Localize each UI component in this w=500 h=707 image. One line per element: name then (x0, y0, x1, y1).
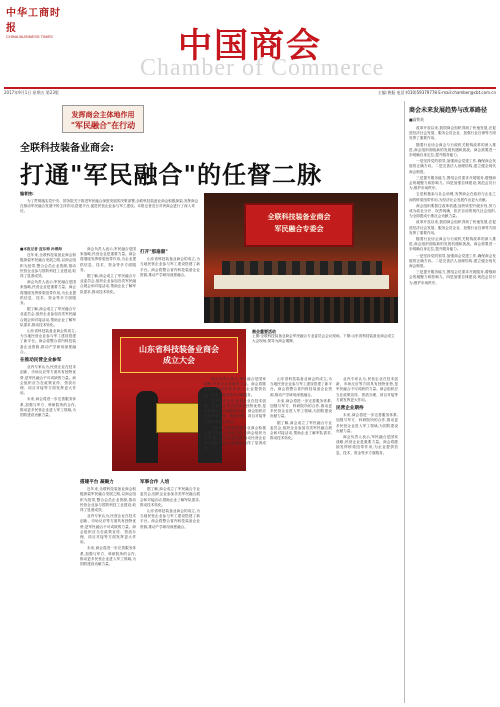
newspaper-name-en: CHINA BUSINESS TIMES (6, 34, 53, 39)
subhead: 搭建平台 凝聚力 (80, 480, 114, 485)
body-paragraph: 未来,商会将进一步完善服务体系,加强与军方、科研院所的合作,推动更多民营企业进入军工领域,为国防建设贡献力量。 (20, 397, 76, 418)
plaque (156, 403, 200, 433)
article-column-6 (204, 377, 266, 701)
board-line-2: 成立大会 (163, 356, 195, 365)
body-paragraph: 业内专家认为,民营企业在技术创新、市场反应等方面具有独特优势,是军民融合不可或缺的力量。商会组织应当在政策宣传、资质办理、项目对接等方面发挥更大作用。 (80, 514, 136, 545)
body-paragraph: 据了解,商会成立了军民融合专业委员会,组织企业参加各类军民融合展会和对接活动,帮助企业了解军队需求,推动技术转化。 (140, 487, 200, 507)
board-line-1: 山东省科技装备业商会 (139, 345, 219, 354)
lead-text: 为了贯彻落实党中央、国务院关于推进军民融合深度发展的决策部署,全联科技装备业商会积极探索,发挥商会在推动军民融合发展中的主体作用,搭建平台,促进民营企业参与军工建设。本报记者近日对该商会进行了深入采访。 (20, 199, 199, 214)
body-paragraph: 未来,商会将进一步完善服务体系,加强与军方、科研院所的合作,推动更多民营企业进入军工领域,为国防建设贡献力量。 (270, 398, 332, 419)
body-paragraph: 商会负责人表示,军民融合是国家战略,民营企业是重要力量。商会将继续发挥桥梁纽带作用,为企业提供信息、技术、资金等多方面服务。 (336, 435, 398, 455)
article-column-3 (140, 247, 200, 327)
sidebar-paragraph: 随着行业协会商会与行政机关脱钩改革的深入推进,商会组织面临新的发展机遇和挑战。商会需要进一步明确自身定位,提升服务能力。 (409, 142, 496, 158)
caption-text: 上图:全联科技装备业商会军民融合专业委员会会议现场。下图:山东省科技装备业商会成立大会现场,领导为商会揭牌。 (252, 334, 395, 343)
body-paragraph: 据了解,商会成立了军民融合专业委员会,组织企业参加各类军民融合展会和对接活动,帮助企业了解军队需求,推动技术转化。 (270, 420, 332, 441)
caption-title: 商会重要活动 (252, 329, 276, 334)
body-paragraph: 山东省科技装备业商会的成立,为当地民营企业参与军工建设搭建了新平台。商会将整合省内科技装备企业资源,推动产学研用深度融合。 (270, 377, 332, 397)
body-paragraph: 商会负责人表示,军民融合是国家战略,民营企业是重要力量。商会将继续发挥桥梁纽带作用,为企业提供信息、技术、资金等多方面服务。 (80, 247, 136, 272)
page-title (0, 26, 500, 81)
article-column-5 (140, 477, 200, 701)
sidebar-paragraph: 五是积极参与社会治理,发挥商会在政府与企业之间的桥梁纽带作用,为经济社会发展作出更大贡献。 (409, 192, 496, 202)
article-column-7 (270, 377, 332, 701)
issue-date: 2017年9月1日 星期五 第23版 (4, 90, 59, 95)
editor-contact: 主编:黄振 电话:(010)59379778 E-mail:chamber@cbt.com.cn (377, 90, 496, 95)
body-paragraph: 未来,商会将进一步完善服务体系,加强与军方、科研院所的合作,推动更多民营企业进入军工领域,为国防建设贡献力量。 (336, 413, 398, 433)
sidebar-author: ■高铁英 (409, 117, 424, 122)
editor-note-label: 编者按: (20, 191, 34, 196)
sidebar-paragraph: 改革开放以来,我国商会组织得到了快速发展,在促进经济社会发展、服务会员企业、加强行业自律等方面发挥了重要作用。 (409, 220, 496, 235)
sidebar-paragraph: 一是坚持党的领导,加强商会党建工作,确保商会发展的正确方向。二是完善法人治理结构,建立健全现代商会制度。 (409, 159, 496, 174)
sidebar-paragraph: 改革开放以来,我国商会组织得到了快速发展,在促进经济社会发展、服务会员企业、加强行业自律等方面发挥了重要作用。 (409, 126, 496, 141)
dateline (4, 87, 496, 96)
body-paragraph: 商会负责人表示,军民融合是国家战略,民营企业是重要力量。商会将继续发挥桥梁纽带作用,为企业提供信息、技术、资金等多方面服务。 (204, 377, 266, 397)
person-left (136, 391, 158, 463)
article-column-1 (20, 247, 76, 701)
main-article (4, 101, 400, 703)
body-paragraph: 山东省科技装备业商会的成立,为当地民营企业参与军工建设搭建了新平台。商会将整合省内科技装备企业资源,推动产学研用深度融合。 (140, 257, 200, 277)
subhead: 在推动民营企业参军 (20, 358, 62, 364)
body-paragraph: 未来,商会将进一步完善服务体系,加强与军方、科研院所的合作,推动更多民营企业进入军工领域,为国防建设贡献力量。 (80, 546, 136, 567)
screen-line-1: 全联科技装备业商会 (267, 213, 331, 221)
sidebar-commentary (404, 101, 496, 703)
sidebar-paragraph: 一是坚持党的领导,加强商会党建工作,确保商会发展的正确方向。二是完善法人治理结构,建立健全现代商会制度。 (409, 253, 496, 269)
body-paragraph: 业内专家认为,民营企业在技术创新、市场反应等方面具有独特优势,是军民融合不可或缺的力量。商会组织应当在政策宣传、资质办理、项目对接等方面发挥更大作用。 (336, 377, 398, 402)
campaign-banner (62, 105, 144, 133)
banner-line-2: "军民融合"在行动 (70, 121, 136, 130)
body-paragraph: 商会负责人表示,军民融合是国家战略,民营企业是重要力量。商会将继续发挥桥梁纽带作用,为企业提供信息、技术、资金等多方面服务。 (20, 280, 76, 306)
conference-screen (244, 203, 354, 247)
body-paragraph: 山东省科技装备业商会的成立,为当地民营企业参与军工建设搭建了新平台。商会将整合省内科技装备企业资源,推动产学研用深度融合。 (20, 329, 76, 354)
banner-line-1: 发挥商会主体地作用 (71, 111, 135, 119)
article-headline: 打通"军民融合"的任督二脉 (20, 160, 323, 189)
body-paragraph: 业内专家认为,民营企业在技术创新、市场反应等方面具有独特优势,是军民融合不可或缺的力量。商会组织应当在政策宣传、资质办理、项目对接等方面发挥更大作用。 (20, 365, 76, 396)
conference-table (214, 275, 389, 289)
newspaper-name: 中华工商时报 (6, 8, 61, 34)
sidebar-paragraph: 随着行业协会商会与行政机关脱钩改革的深入推进,商会组织面临新的发展机遇和挑战。商会需要进一步明确自身定位,提升服务能力。 (409, 237, 496, 252)
section-title: 中国商会 (178, 26, 322, 66)
sidebar-body (409, 126, 496, 286)
photo-conference (204, 193, 398, 323)
screen-line-2: 军民融合专委会 (274, 225, 324, 233)
ceremony-board (120, 337, 238, 373)
subhead: 军事合作 人培 (140, 480, 170, 485)
section-title-en: Chamber of Commerce (140, 55, 385, 81)
subhead: 民营企业期待 (336, 406, 364, 412)
body-paragraph: 近年来,全联科技装备业商会积极探索军民融合发展之路,以商会组织为纽带,整合会员企业资源,推动民营企业参与国防科技工业建设,取得了显著成效。 (20, 253, 76, 279)
article-column-4 (80, 477, 136, 701)
body-paragraph: 据了解,商会成立了军民融合专业委员会,组织企业参加各类军民融合展会和对接活动,帮助企业了解军队需求,推动技术转化。 (80, 274, 136, 294)
body-paragraph: 据了解,商会成立了军民融合专业委员会,组织企业参加各类军民融合展会和对接活动,帮助企业了解军队需求,推动技术转化。 (20, 307, 76, 327)
article-kicker: 全联科技装备业商会: (20, 143, 114, 154)
article-column-2 (80, 247, 136, 327)
subhead: 打开"那扇窗" (140, 250, 168, 255)
audience (204, 297, 398, 323)
body-paragraph: 近年来,全联科技装备业商会积极探索军民融合发展之路,以商会组织为纽带,整合会员企业资源,推动民营企业参与国防科技工业建设,取得了显著成效。 (80, 487, 136, 513)
sidebar-headline: 商会未来发展趋势与改革路径 (409, 107, 488, 114)
photo-caption (252, 329, 398, 344)
body-paragraph: 近年来,全联科技装备业商会积极探索军民融合发展之路,以商会组织为纽带,整合会员企业资源,推动民营企业参与国防科技工业建设,取得了显著成效。 (204, 425, 266, 451)
body-paragraph: 山东省科技装备业商会的成立,为当地民营企业参与军工建设搭建了新平台。商会将整合省内科技装备企业资源,推动产学研用深度融合。 (140, 509, 200, 529)
sidebar-paragraph: 商会组织要抓住改革机遇,加快转型升级步伐,努力成为政社分开、权责明确、依法自治的现代社会组织,为全面建成小康社会贡献力量。 (409, 203, 496, 219)
sidebar-paragraph: 三是提升服务能力,围绕会员需求开展服务,增强商会的凝聚力和影响力。四是加强自律建设,规范会员行为,维护市场秩序。 (409, 175, 496, 191)
article-column-8 (336, 377, 398, 701)
body-paragraph: 业内专家认为,民营企业在技术创新、市场反应等方面具有独特优势,是军民融合不可或缺的力量。商会组织应当在政策宣传、资质办理、项目对接等方面发挥更大作用。 (204, 398, 266, 424)
panel-people (222, 261, 382, 275)
lead-box (20, 191, 200, 241)
byline: ■本报记者 庞东梅 孙博海 (20, 247, 62, 251)
sidebar-paragraph: 三是提升服务能力,围绕会员需求开展服务,增强商会的凝聚力和影响力。四是加强自律建设,规范会员行为,维护市场秩序。 (409, 270, 496, 285)
